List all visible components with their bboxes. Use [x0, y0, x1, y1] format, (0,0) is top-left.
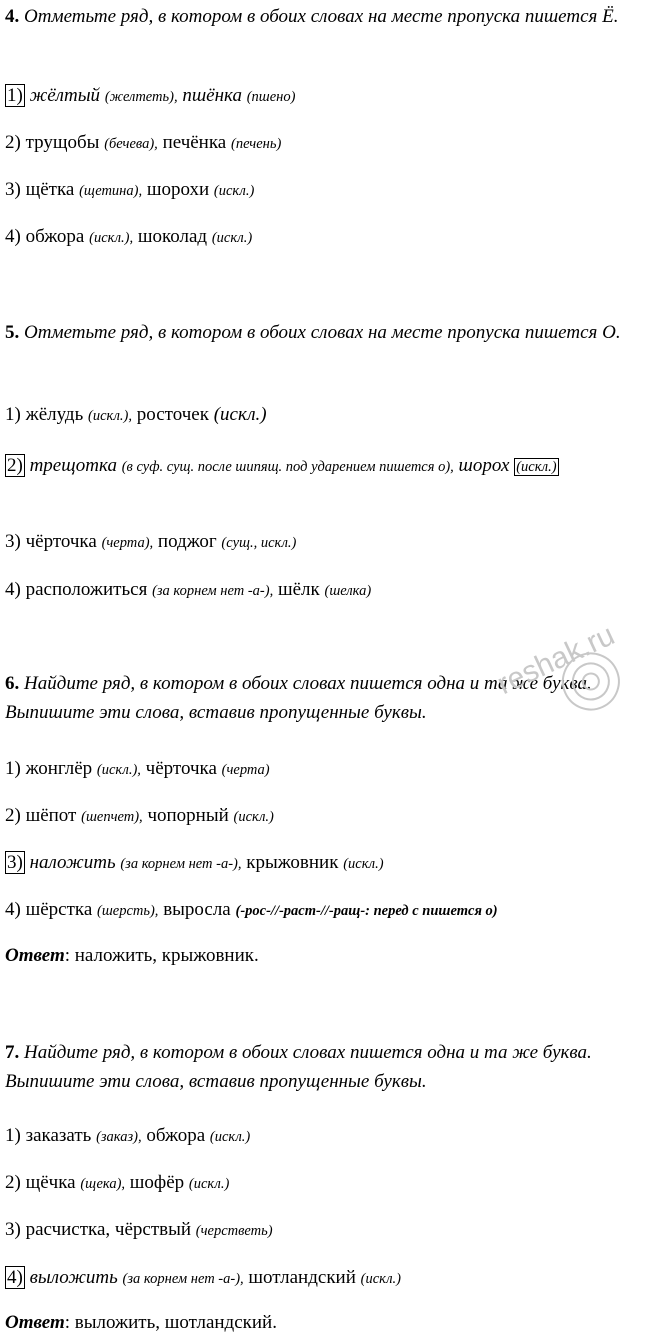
note: (искл.) — [233, 809, 274, 825]
answer-label: Ответ — [5, 1312, 65, 1333]
note: (за корнем нет -а-), — [120, 856, 242, 872]
word: жонглёр — [25, 758, 93, 779]
note: (искл.), — [96, 762, 141, 778]
option-marker: 3) — [5, 1219, 21, 1240]
word: чёрточка — [145, 758, 217, 779]
task-6-question — [5, 669, 665, 727]
note: (искл.) — [188, 1176, 230, 1192]
note: (искл.) — [209, 1129, 251, 1145]
note: (щетина), — [79, 183, 143, 199]
note: (искл.) — [343, 856, 384, 872]
word: обжора — [25, 226, 85, 247]
note: (щека), — [80, 1176, 126, 1192]
task-number: 5. — [5, 322, 20, 343]
answer-text: : наложить, крыжовник. — [64, 945, 259, 966]
task-4-option-3 — [5, 178, 254, 203]
task-5-option-1 — [5, 403, 267, 428]
option-marker: 3) — [5, 531, 21, 552]
option-marker: 4) — [5, 226, 21, 247]
word: шофёр — [129, 1172, 185, 1193]
word: расположиться — [25, 579, 148, 600]
option-marker: 1) — [5, 404, 21, 425]
question-text: Найдите ряд, в котором в обоих словах пишется одна и та же буква. Выпишите эти слова, вставив пропущенные буквы. — [5, 673, 592, 723]
word: поджог — [157, 531, 217, 552]
task-7-question — [5, 1038, 665, 1096]
word: щёчка — [25, 1172, 76, 1193]
option-marker: 1) — [7, 85, 23, 106]
word: росточек — [136, 404, 209, 425]
note: (шелка) — [324, 583, 372, 599]
word: шоколад — [137, 226, 208, 247]
option-marker: 2) — [5, 132, 21, 153]
option-marker: 4) — [7, 1267, 23, 1288]
note: (черта) — [221, 762, 270, 778]
note: (бечева), — [104, 136, 158, 152]
task-6-option-3 — [5, 851, 384, 876]
note: (сущ., искл.) — [221, 535, 297, 551]
task-7 — [5, 1038, 665, 1096]
note: (желтеть), — [104, 89, 178, 105]
task-5-option-4 — [5, 578, 371, 603]
word: щётка — [25, 179, 75, 200]
note: (-рос-//-раст-//-ращ-: перед с пишется о) — [235, 903, 498, 919]
word: выросла — [163, 899, 231, 920]
option-marker: 1) — [5, 758, 21, 779]
word: чёрточка — [25, 531, 97, 552]
watermark-text: reshak.ru — [492, 618, 620, 702]
option-marker: 2) — [7, 455, 23, 476]
task-7-option-3 — [5, 1218, 273, 1243]
word: печёнка — [162, 132, 227, 153]
note: (за корнем нет -а-), — [152, 583, 274, 599]
word: пшёнка — [182, 85, 242, 106]
note: (искл.) — [516, 459, 557, 475]
question-text: Отметьте ряд, в котором в обоих словах на месте пропуска пишется Ё. — [24, 6, 619, 27]
task-5 — [5, 318, 665, 347]
word: чёрствый — [114, 1219, 192, 1240]
word: жёлтый — [29, 85, 101, 106]
note: (за корнем нет -а-), — [122, 1271, 244, 1287]
note: (искл.) — [211, 230, 253, 246]
task-number: 6. — [5, 673, 20, 694]
task-7-option-1 — [5, 1124, 250, 1149]
task-6-answer — [5, 945, 259, 967]
word: трущобы — [25, 132, 100, 153]
task-6-option-1 — [5, 757, 270, 782]
task-6-option-2 — [5, 804, 274, 829]
task-4 — [5, 0, 665, 31]
task-4-option-1 — [5, 84, 295, 109]
word: чопорный — [147, 805, 229, 826]
answer-label: Ответ — [5, 945, 65, 966]
task-7-option-2 — [5, 1171, 229, 1196]
task-7-option-4 — [5, 1266, 401, 1291]
word: наложить — [29, 852, 116, 873]
note: (в суф. сущ. после шипящ. под ударением пишется о), — [121, 459, 454, 475]
task-4-question — [5, 0, 665, 31]
question-text: Отметьте ряд, в котором в обоих словах на месте пропуска пишется О. — [24, 322, 621, 343]
option-marker: 2) — [5, 805, 21, 826]
note: (искл.) — [360, 1271, 402, 1287]
task-6 — [5, 669, 665, 727]
note: (печень) — [230, 136, 282, 152]
note: (шерсть), — [97, 903, 159, 919]
note: (черта), — [101, 535, 154, 551]
option-marker: 2) — [5, 1172, 21, 1193]
option-marker: 1) — [5, 1125, 21, 1146]
note: (черстветь) — [195, 1223, 273, 1239]
note: (заказ), — [96, 1129, 142, 1145]
task-4-option-4 — [5, 225, 252, 250]
question-text: Найдите ряд, в котором в обоих словах пишется одна и та же буква. Выпишите эти слова, вставив пропущенные буквы. — [5, 1042, 592, 1092]
option-marker: 3) — [7, 852, 23, 873]
word: шорохи — [146, 179, 210, 200]
task-5-option-3 — [5, 530, 296, 555]
task-4-option-2 — [5, 131, 281, 156]
task-number: 7. — [5, 1042, 20, 1063]
word: шорох — [458, 455, 510, 476]
note: (искл.) — [213, 404, 267, 425]
word: шёпот — [25, 805, 77, 826]
word: обжора — [146, 1125, 206, 1146]
word: жёлудь — [25, 404, 84, 425]
note: (пшено) — [246, 89, 296, 105]
answer-text: : выложить, шотландский. — [64, 1312, 277, 1333]
task-number: 4. — [5, 6, 20, 27]
word: заказать — [25, 1125, 92, 1146]
word: шотландский — [248, 1267, 356, 1288]
note: (искл.) — [213, 183, 255, 199]
note: (искл.), — [88, 408, 133, 424]
task-5-option-2 — [5, 451, 665, 482]
word: выложить — [29, 1267, 118, 1288]
word: шёлк — [277, 579, 320, 600]
task-7-answer — [5, 1312, 277, 1334]
word: расчистка, — [25, 1219, 111, 1240]
note: (искл.), — [89, 230, 134, 246]
task-6-option-4 — [5, 898, 498, 923]
task-5-question — [5, 318, 665, 347]
note: (шепчет), — [81, 809, 143, 825]
option-marker: 4) — [5, 579, 21, 600]
word: шёрстка — [25, 899, 93, 920]
option-marker: 4) — [5, 899, 21, 920]
word: крыжовник — [246, 852, 339, 873]
word: трещотка — [29, 455, 117, 476]
option-marker: 3) — [5, 179, 21, 200]
